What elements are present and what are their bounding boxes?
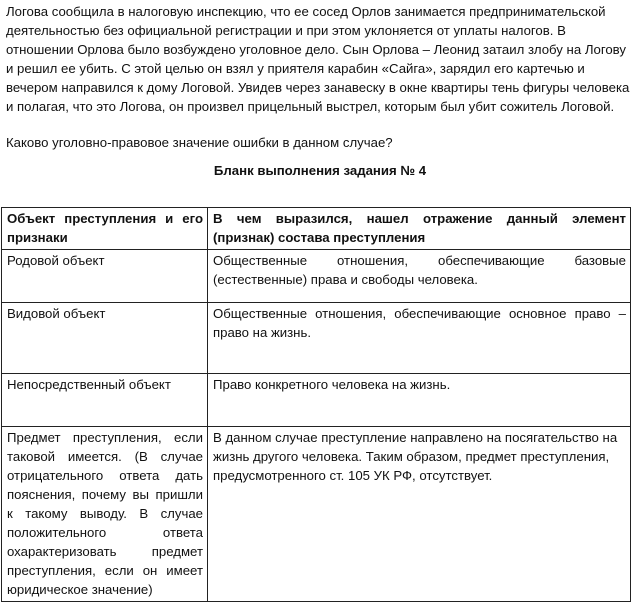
document-page [6,2,634,180]
header-expression: В чем выразился, нашел отражение данный элемент (признак) состава преступления [208,208,631,250]
row-value-direct-object: Право конкретного человека на жизнь. [208,374,631,427]
row-label-direct-object: Непосредственный объект [2,374,208,427]
row-value-specific-object: Общественные отношения, обеспечивающие основное право – право на жизнь. [208,303,631,374]
row-value-generic-object: Общественные отношения, обеспечивающие базовые (естественные) права и свободы человека. [208,250,631,303]
table-row [2,303,631,374]
row-label-generic-object: Родовой объект [2,250,208,303]
answer-table [1,207,631,602]
table-row [2,427,631,602]
table-header-row [2,208,631,250]
row-value-crime-subject: В данном случае преступление направлено на посягательство на жизнь другого человека. Таким образом, предмет преступления, предусмотренного ст. 105 УК РФ, отсутствует. [208,427,631,602]
row-label-specific-object: Видовой объект [2,303,208,374]
table-row [2,374,631,427]
table-row [2,250,631,303]
case-text: Логова сообщила в налоговую инспекцию, что ее сосед Орлов занимается предпринимательской деятельностью без официальной регистрации и при этом уклоняется от уплаты налогов. В отношении Орлова было возбуждено уголовное дело. Сын Орлова – Леонид затаил злобу на Логову и решил ее убить. С этой целью он взял у приятеля карабин «Сайга», зарядил его картечью и вечером направился к дому Логовой. Увидев через занавеску в окне квартиры тень фигуры человека и полагая, что это Логова, он произвел прицельный выстрел, которым был убит сожитель Логовой. [6,4,630,114]
form-title: Бланк выполнения задания № 4 [213,163,427,178]
row-label-crime-subject: Предмет преступления, если таковой имеется. (В случае отрицательного ответа дать пояснения, почему вы пришли к такому выводу. В случае положительного ответа охарактеризовать предмет преступления, если он имеет юридическое значение) [2,427,208,602]
question: Каково уголовно-правовое значение ошибки в данном случае? [6,135,393,150]
header-object: Объект преступления и его признаки [2,208,208,250]
